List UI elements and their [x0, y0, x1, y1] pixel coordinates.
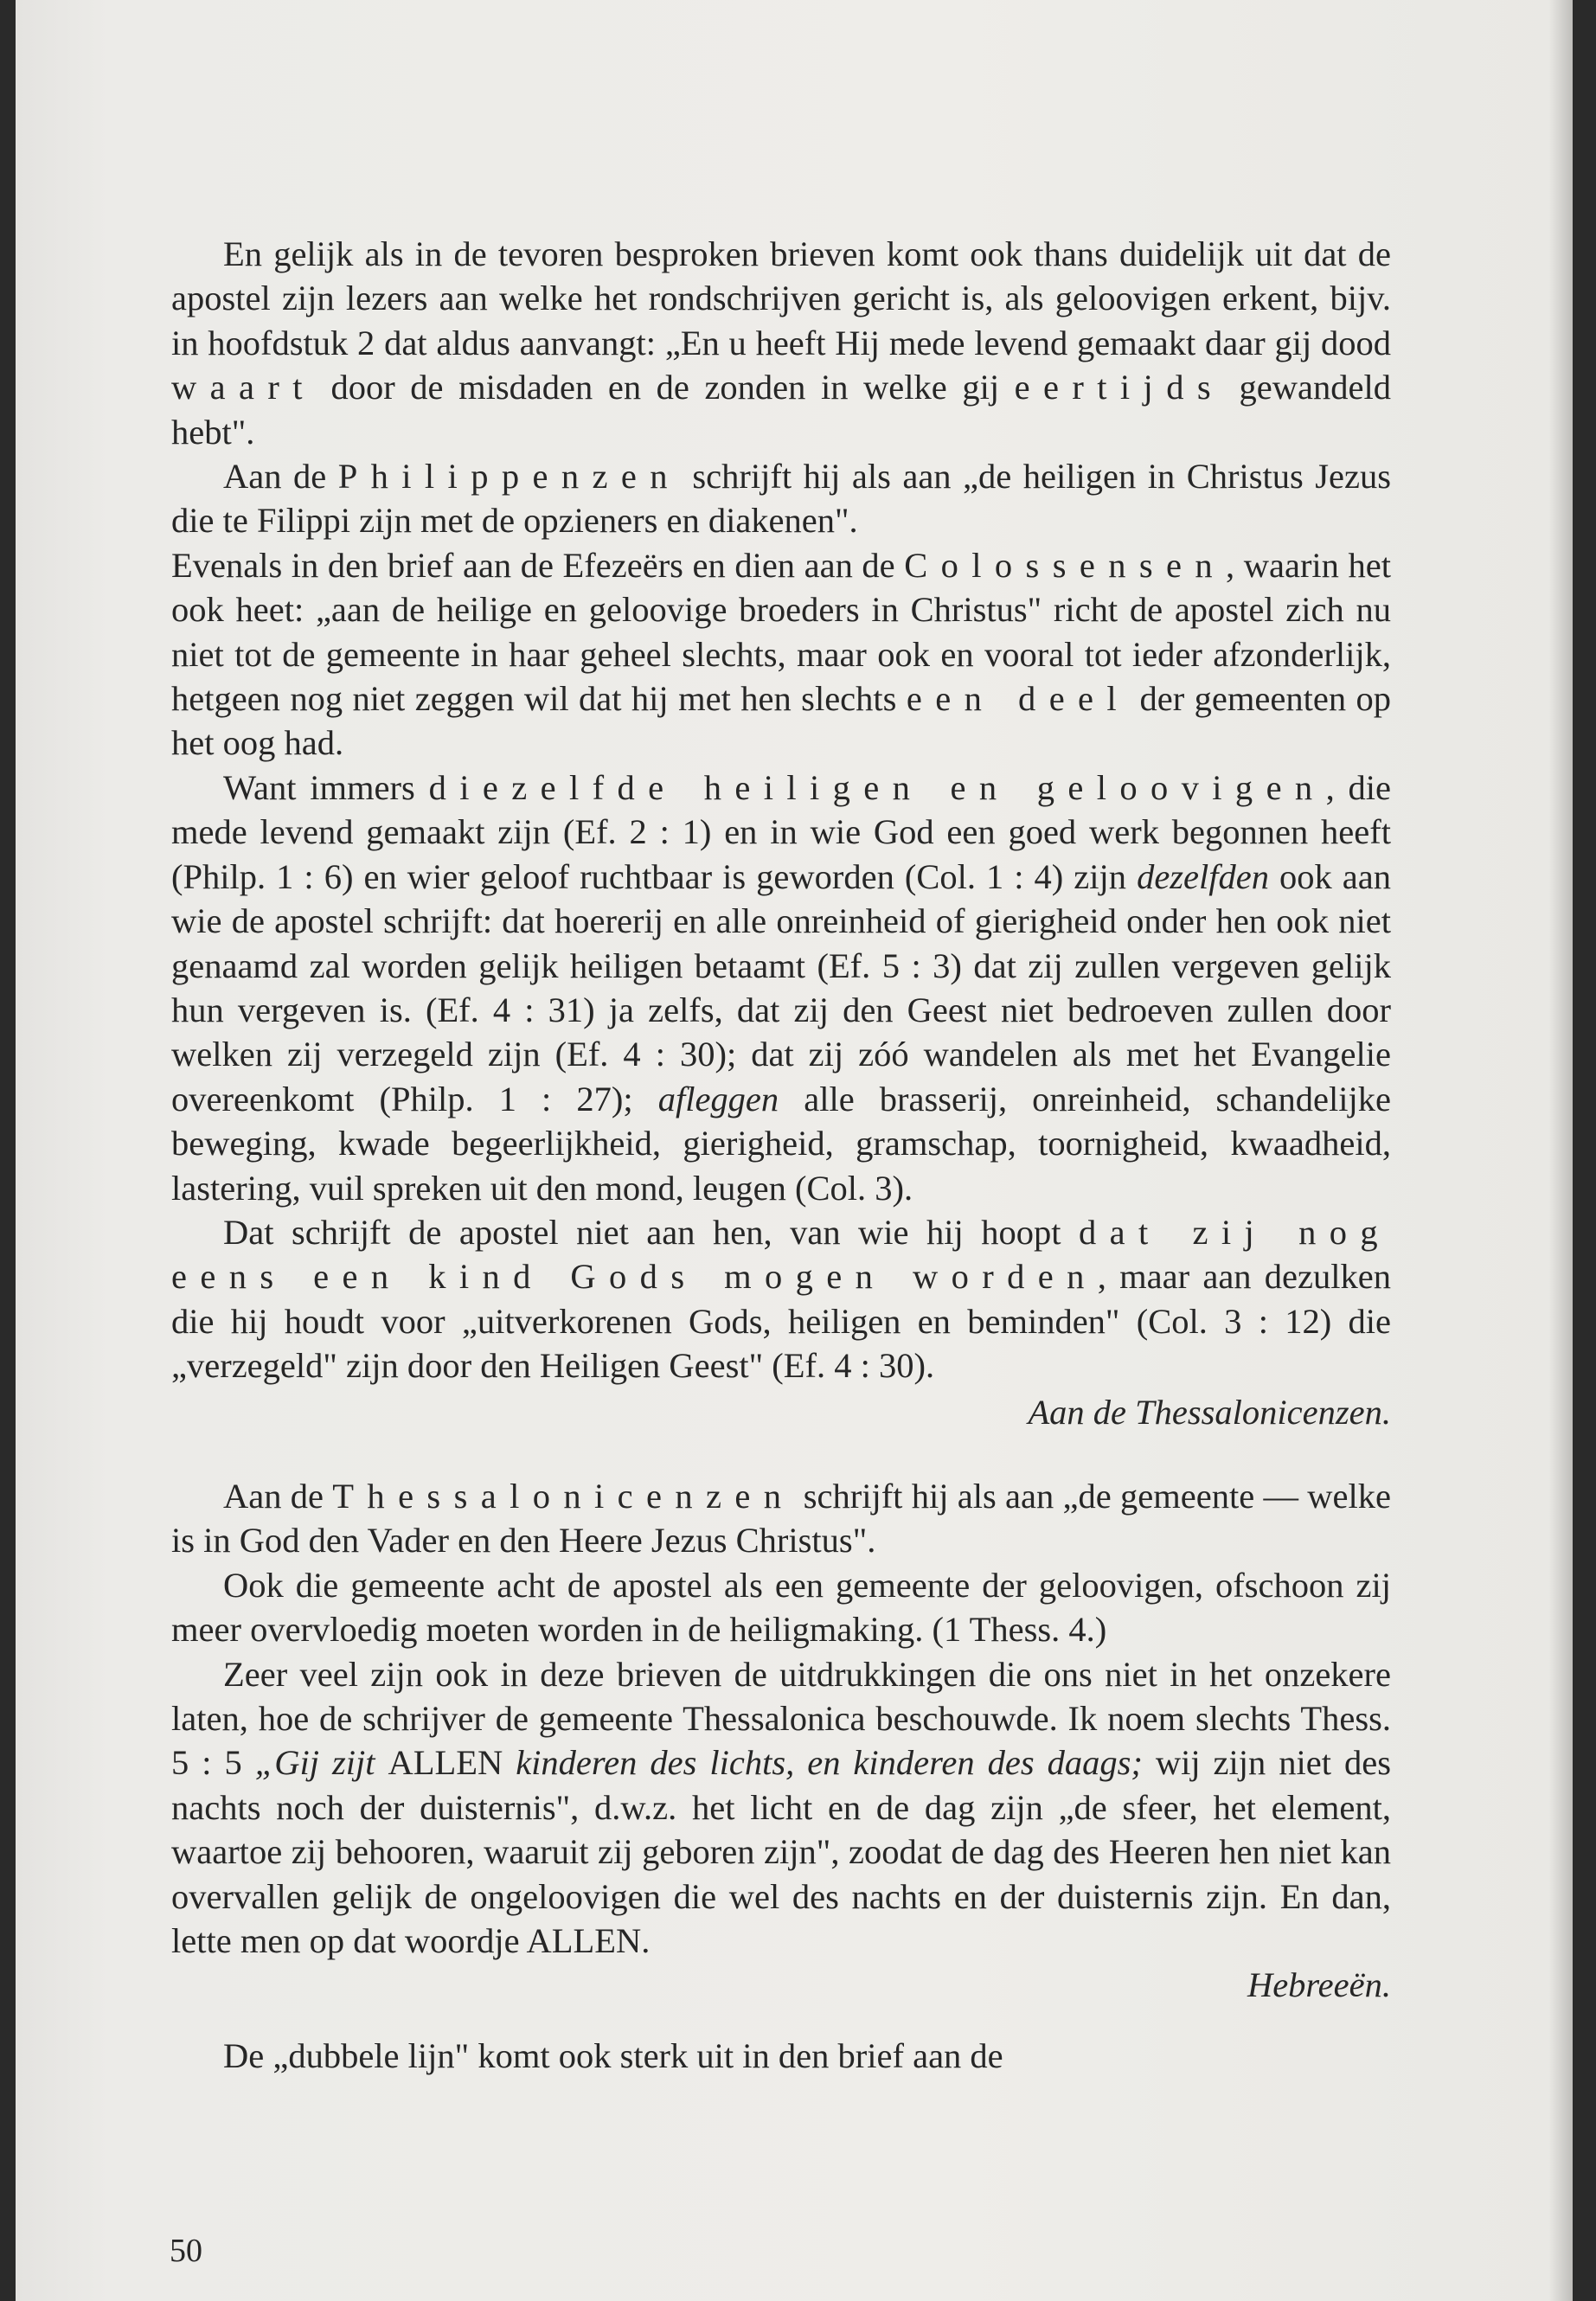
spaced-emphasis: dat zij nog eens een kind Gods mogen worden	[171, 1212, 1391, 1297]
italic-emphasis: kinderen des lichts, en kinderen des daags;	[503, 1743, 1143, 1783]
spaced-emphasis: Colossensen	[904, 545, 1227, 585]
spaced-emphasis: een deel	[906, 679, 1131, 719]
book-page	[16, 0, 1573, 2301]
section-hebreeen	[171, 2034, 1391, 2078]
page-body	[171, 232, 1391, 2078]
text-run: ALLEN	[388, 1743, 503, 1783]
italic-emphasis: dezelfden	[1137, 856, 1270, 896]
text-run: Aan de	[223, 457, 338, 497]
text-run: Want immers	[223, 767, 429, 807]
italic-emphasis: „Gij zijt	[254, 1743, 388, 1783]
heading-hebreeen: Hebreeën.	[1247, 1965, 1391, 2005]
paragraph	[171, 1563, 1391, 1652]
paragraph	[171, 454, 1391, 543]
paragraph	[171, 1652, 1391, 1964]
text-run: schrijft hij als aan „de gemeente — welke is in God den Vader en den Heere Jezus Christus".	[171, 1476, 1391, 1561]
paragraph	[171, 766, 1391, 1210]
text-run: wij zijn niet des nachts noch der duisternis", d.w.z. het licht en de dag zijn „de sfeer, het element, waartoe zij behooren, waaruit zij geboren zijn", zoodat de dag des Heeren hen niet kan overvallen gelijk de ongeloovigen die wel des nachts en der duisternis zijn. En dan, lette men op dat woordje ALLEN.	[171, 1743, 1391, 1961]
text-run: Ook die gemeente acht de apostel als een gemeente der geloovigen, ofschoon zij meer overvloedig moeten worden in de heiligmaking. (1 Thess. 4.)	[171, 1565, 1391, 1650]
text-run: Aan de	[223, 1476, 333, 1516]
text-run: gewandeld hebt".	[171, 368, 1391, 452]
text-run: En gelijk als in de tevoren besproken brieven komt ook thans duidelijk uit dat de apostel zijn lezers aan welke het rondschrijven gericht is, als geloovigen erkent, bijv. in hoofdstuk 2 dat aldus aanvangt: „En u heeft Hij mede levend gemaakt daar gij dood	[171, 234, 1391, 362]
text-run: schrijft hij als aan „de heiligen in Christus Jezus die te Filippi zijn met de opzieners en diakenen".	[171, 457, 1391, 541]
paragraph	[171, 1474, 1391, 1563]
text-run: Zeer veel zijn ook in deze brieven de uitdrukkingen die ons niet in het onzekere laten, hoe de schrijver de gemeente Thessalonica beschouwde. Ik noem slechts Thess. 5 : 5	[171, 1654, 1391, 1783]
page-number: 50	[170, 2233, 202, 2269]
text-run: alle brasserij, onreinheid, schandelijke beweging, kwade begeerlijkheid, gierigheid, gramschap, toornigheid, kwaadheid, lastering, vuil spreken uit den mond, leugen (Col. 3).	[171, 1079, 1391, 1208]
page-edge-shadow	[1548, 0, 1573, 2301]
italic-emphasis: afleggen	[657, 1079, 779, 1118]
spaced-emphasis: eertijds	[1014, 368, 1224, 407]
text-run: ook aan wie de apostel schrijft: dat hoererij en alle onreinheid of gierigheid onder hen ook niet genaamd zal worden gelijk heiligen betaamt (Ef. 5 : 3) dat zij zullen vergeven gelijk hun vergeven is. (Ef. 4 : 31) ja zelfs, dat zij den Geest niet bedroeven zullen door welken zij verzegeld zijn (Ef. 4 : 30); dat zij zóó wandelen als met het Evangelie overeenkomt (Philp. 1 : 27);	[171, 856, 1392, 1118]
spaced-emphasis: diezelfde heiligen en geloovigen	[428, 767, 1326, 807]
text-run: , die mede levend gemaakt zijn (Ef. 2 : 1) en in wie God een goed werk begonnen heeft (Philp. 1 : 6) en wier geloof ruchtbaar is geworden (Col. 1 : 4) zijn	[171, 767, 1392, 896]
text-run: , maar aan dezulken die hij houdt voor „uitverkorenen Gods, heiligen en beminden" (Col. 3 : 12) die „verzegeld" zijn door den Heiligen Geest" (Ef. 4 : 30).	[171, 1257, 1391, 1386]
paragraph	[171, 2034, 1391, 2078]
paragraph	[171, 1210, 1391, 1388]
spaced-emphasis: Thessalonicenzen	[332, 1476, 795, 1516]
paragraph	[171, 543, 1391, 766]
text-run: der gemeenten op het oog had.	[171, 679, 1392, 763]
text-run: , waarin het ook heet: „aan de heilige en geloovige broeders in Christus" richt de apostel zich nu niet tot de gemeente in haar geheel slechts, maar ook en vooral tot ieder afzonderlijk, hetgeen nog niet zeggen wil dat hij met hen slechts	[171, 545, 1391, 719]
heading-thessalonicenzen: Aan de Thessalonicenzen.	[1028, 1392, 1391, 1432]
text-run: Evenals in den brief aan de Efezeërs en dien aan de	[171, 545, 905, 585]
section-thessalonicenzen	[171, 1474, 1391, 1963]
spaced-emphasis: Philippenzen	[337, 457, 681, 497]
text-run: Dat schrijft de apostel niet aan hen, van wie hij hoopt	[223, 1212, 1080, 1252]
spaced-emphasis: waart	[171, 368, 316, 407]
section-efezeers	[171, 232, 1391, 1388]
text-run: door de misdaden en de zonden in welke gij	[315, 368, 1015, 407]
paragraph	[171, 232, 1391, 454]
text-run: De „dubbele lijn" komt ook sterk uit in den brief aan de	[223, 2035, 1003, 2075]
